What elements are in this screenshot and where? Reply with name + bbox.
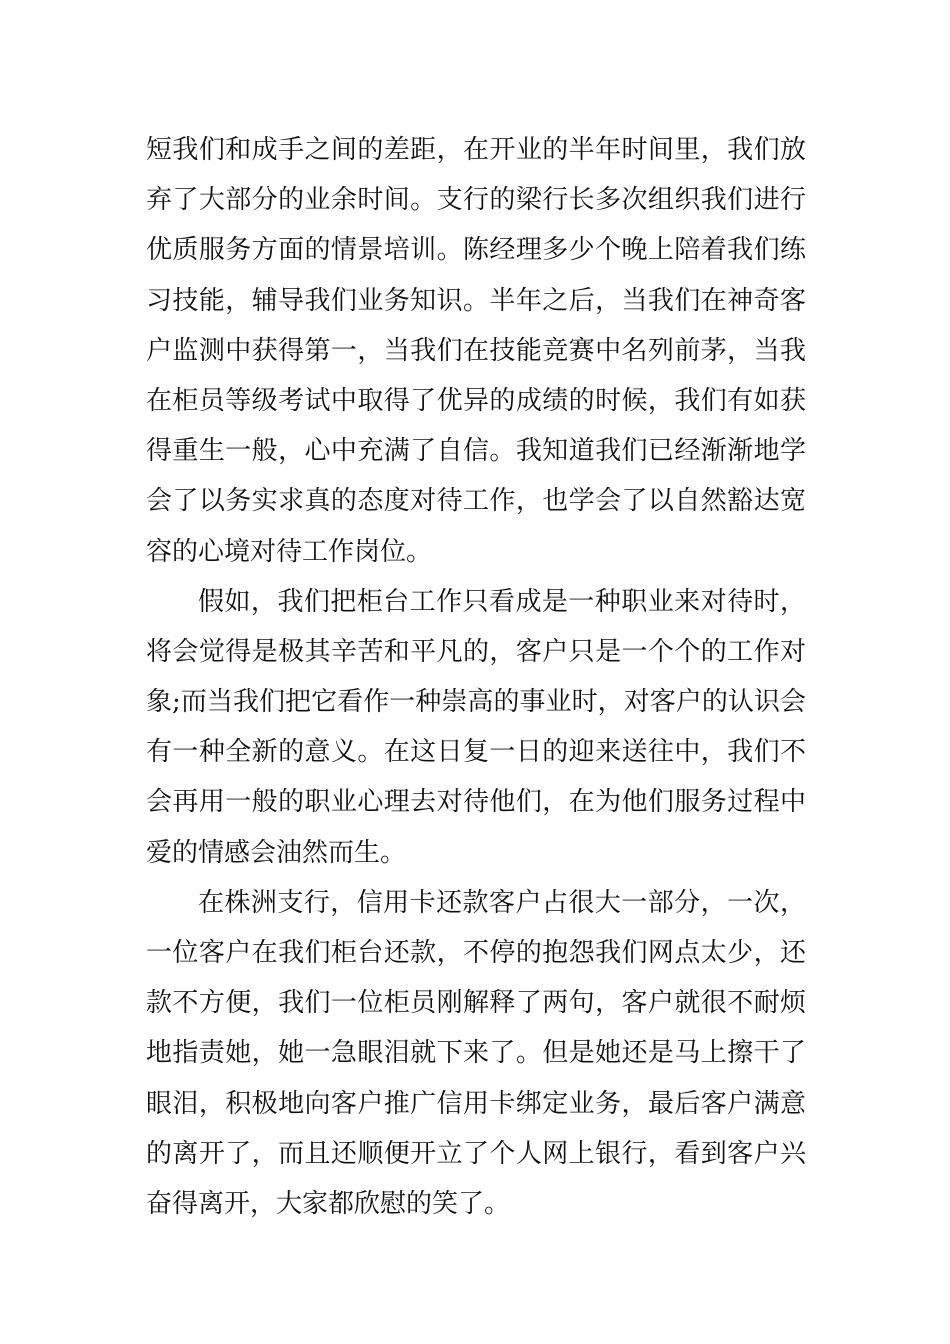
text-line: 假如，我们把柜台工作只看成是一种职业来对待时， (198, 586, 806, 617)
text-line: 在柜员等级考试中取得了优异的成绩的时候，我们有如获 (146, 385, 806, 416)
text-line: 会再用一般的职业心理去对待他们，在为他们服务过程中 (146, 787, 806, 818)
text-line: 眼泪，积极地向客户推广信用卡绑定业务，最后客户满意 (146, 1088, 806, 1119)
text-line: 有一种全新的意义。在这日复一日的迎来送往中，我们不 (146, 737, 806, 768)
paragraph-1 (146, 125, 806, 577)
text-line: 优质服务方面的情景培训。陈经理多少个晚上陪着我们练 (146, 235, 806, 266)
text-line: 习技能，辅导我们业务知识。半年之后，当我们在神奇客 (146, 285, 806, 316)
paragraph-3 (146, 878, 806, 1229)
text-line: 得重生一般，心中充满了自信。我知道我们已经渐渐地学 (146, 436, 806, 467)
text-line: 一位客户在我们柜台还款，不停的抱怨我们网点太少，还 (146, 938, 806, 968)
paragraph-2 (146, 577, 806, 878)
text-line: 象;而当我们把它看作一种崇高的事业时，对客户的认识会 (146, 687, 806, 718)
text-line: 的离开了，而且还顺便开立了个人网上银行，看到客户兴 (146, 1138, 806, 1169)
text-line: 款不方便，我们一位柜员刚解释了两句，客户就很不耐烦 (146, 988, 806, 1019)
text-line: 容的心境对待工作岗位。 (146, 536, 433, 567)
text-line: 爱的情感会油然而生。 (146, 837, 407, 868)
text-line: 将会觉得是极其辛苦和平凡的，客户只是一个个的工作对 (146, 636, 806, 667)
text-line: 在株洲支行，信用卡还款客户占很大一部分，一次， (198, 887, 806, 918)
text-line: 会了以务实求真的态度对待工作，也学会了以自然豁达宽 (146, 486, 806, 517)
text-line: 弃了大部分的业余时间。支行的梁行长多次组织我们进行 (146, 185, 806, 216)
text-line: 户监测中获得第一，当我们在技能竞赛中名列前茅，当我 (146, 335, 806, 366)
text-line: 奋得离开，大家都欣慰的笑了。 (146, 1188, 511, 1219)
text-line: 短我们和成手之间的差距，在开业的半年时间里，我们放 (146, 135, 806, 165)
body-text (146, 125, 806, 1229)
text-line: 地指责她，她一急眼泪就下来了。但是她还是马上擦干了 (146, 1038, 806, 1069)
